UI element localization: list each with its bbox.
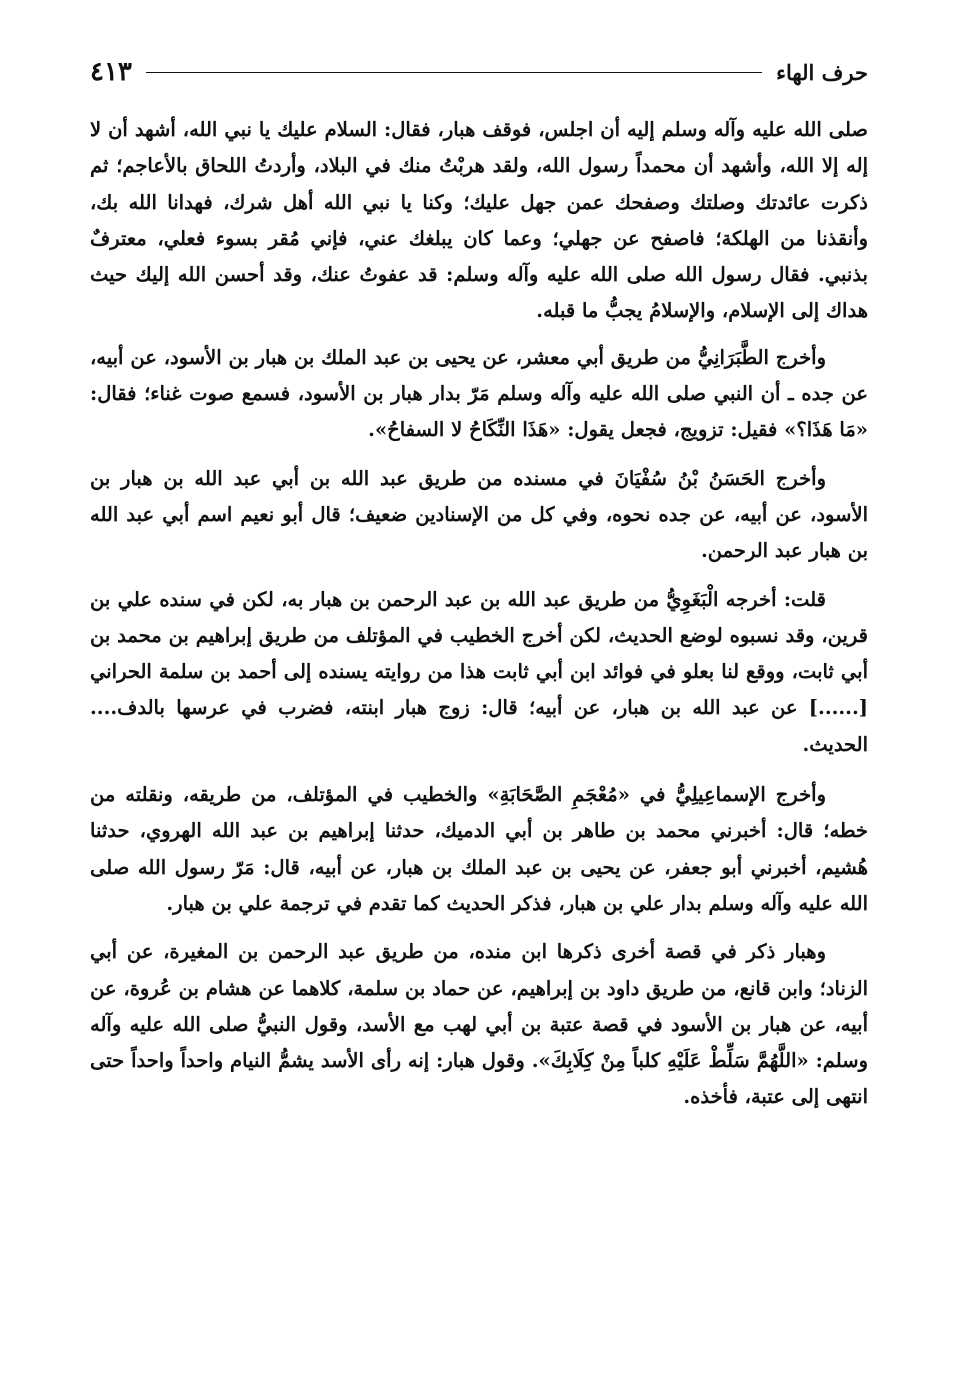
running-title: حرف الهاء — [776, 59, 868, 85]
page-number: ٤١٣ — [90, 57, 132, 87]
paragraph-4: قلت: أخرجه الْبَغَوِيُّ من طريق عبد الله بن عبد الرحمن بن هبار به، لكن في سنده علي بن قرين، وقد نسبوه لوضع الحديث، لكن أخرج الخطيب في المؤتلف من طريق إبراهيم بن محمد بن أبي ثابت، ووقع لنا بعلو في فوائد ابن أبي ثابت هذا من روايته يسنده إلى أحمد بن سلمة الحراني [......] عن عبد الله بن هبار، عن أبيه؛ قال: زوج هبار ابنته، فضرب في عرسها بالدف.... الحديث. — [90, 587, 868, 756]
header-rule — [146, 72, 762, 73]
body-text — [90, 112, 868, 1116]
paragraph-5: وأخرج الإسماعِيلِيُّ في «مُعْجَمِ الصَّحَابَةِ» والخطيب في المؤتلف، من طريقه، ونقلته من خطه؛ قال: أخبرني محمد بن طاهر بن أبي الدميك، حدثنا إبراهيم بن عبد الله الهروي، حدثنا هُشيم، أخبرني أبو جعفر، عن يحيى بن عبد الملك بن هبار، عن أبيه، قال: مَرّ رسول الله صلى الله عليه وآله وسلم بدار علي بن هبار، فذكر الحديث كما تقدم في ترجمة علي بن هبار. — [90, 783, 868, 915]
paragraph-3: وأخرج الحَسَنُ بْنُ سُفْيَانَ في مسنده من طريق عبد الله بن أبي عبد الله بن هبار بن الأسود، عن أبيه، عن جده نحوه، وفي كل من الإسنادين ضعيف؛ قال أبو نعيم اسم أبي عبد الله بن هبار عبد الرحمن. — [90, 466, 868, 563]
paragraph-6: وهبار ذكر في قصة أخرى ذكرها ابن منده، من طريق عبد الرحمن بن المغيرة، عن أبي الزناد؛ وابن قانع، من طريق داود بن إبراهيم، عن حماد بن سلمة، كلاهما عن هشام بن عُروة، عن أبيه، عن هبار بن الأسود في قصة عتبة بن أبي لهب مع الأسد، وقول النبيُّ صلى الله عليه وآله وسلم: «اللَّهُمَّ سَلِّطْ عَلَيْهِ كلباً مِنْ كِلَابِكَ». وقول هبار: إنه رأى الأسد يشمُّ النيام واحداً واحداً حتى انتهى إلى عتبة، فأخذه. — [90, 940, 868, 1109]
running-head — [90, 52, 868, 92]
paragraph-2: وأخرج الطَّبَرَانِيُّ من طريق أبي معشر، عن يحيى بن عبد الملك بن هبار بن الأسود، عن أبيه، عن جده ـ أن النبي صلى الله عليه وآله وسلم مَرّ بدار هبار بن الأسود، فسمع صوت غناء؛ فقال: «مَا هَذَا؟» فقيل: تزويج، فجعل يقول: «هَذَا النِّكَاحُ لا السفاحُ». — [90, 345, 868, 442]
paragraph-1: صلى الله عليه وآله وسلم إليه أن اجلس، فوقف هبار، فقال: السلام عليك يا نبي الله، أشهد أن لا إله إلا الله، وأشهد أن محمداً رسول الله، ولقد هربْتُ منك في البلاد، وأردتُ اللحاق بالأعاجم؛ ثم ذكرت عائدتك وصلتك وصفحك عمن جهل عليك؛ وكنا يا نبي الله أهل شرك، فهدانا الله بك، وأنقذنا من الهلكة؛ فاصفح عن جهلي؛ وعما كان يبلغك عني، فإني مُقر بسوء فعلي، معترفٌ بذنبي. فقال رسول الله صلى الله عليه وآله وسلم: قد عفوتُ عنك، وقد أحسن الله إليك حيث هداك إلى الإسلام، والإسلامُ يجبُّ ما قبله. — [90, 118, 868, 323]
